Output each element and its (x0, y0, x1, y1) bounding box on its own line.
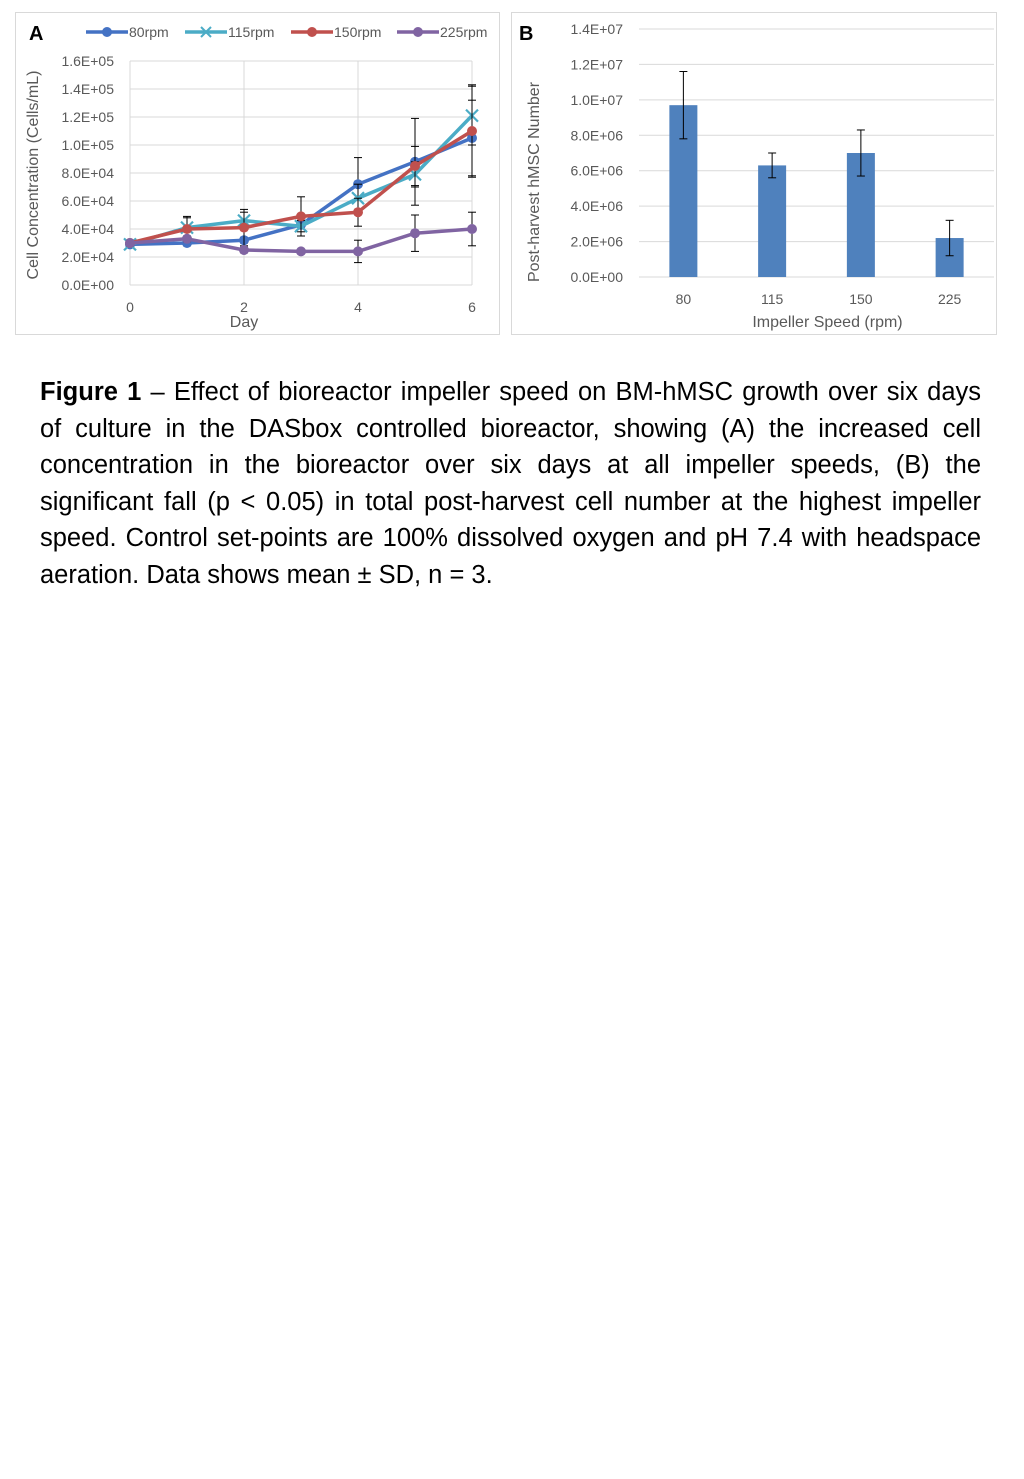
x-tick-label: 0 (126, 299, 134, 315)
y-tick-label: 1.2E+07 (570, 56, 623, 73)
panel-letter-a: A (29, 23, 44, 45)
data-point-150rpm (467, 126, 477, 136)
y-tick-label: 6.0E+06 (570, 162, 623, 179)
y-tick-label: 1.2E+05 (61, 109, 114, 125)
y-tick-label: 1.4E+07 (570, 21, 623, 37)
y-tick-label: 1.0E+05 (61, 137, 114, 153)
y-tick-label: 6.0E+04 (61, 193, 114, 209)
x-tick-label: 6 (468, 299, 476, 315)
y-tick-label: 0.0E+00 (570, 269, 623, 285)
y-axis-title: Post-harvest hMSC Number (526, 81, 543, 283)
data-point-225rpm (467, 224, 477, 234)
data-point-225rpm (410, 228, 420, 238)
data-point-225rpm (239, 245, 249, 255)
y-tick-label: 1.6E+05 (61, 53, 114, 69)
x-tick-label: 2 (240, 299, 248, 315)
data-point-225rpm (125, 238, 135, 248)
bar-115 (758, 165, 786, 277)
x-tick-label: 150 (849, 291, 873, 307)
y-tick-label: 8.0E+04 (61, 165, 114, 181)
y-tick-label: 8.0E+06 (570, 127, 623, 144)
x-axis-title: Impeller Speed (rpm) (752, 314, 903, 331)
x-tick-label: 115 (760, 291, 784, 307)
data-point-225rpm (353, 246, 363, 256)
y-tick-label: 1.4E+05 (61, 81, 114, 97)
caption-label: Figure 1 (40, 378, 142, 406)
figure-caption (40, 374, 981, 593)
legend-marker-150rpm (307, 27, 317, 37)
x-tick-label: 225 (937, 291, 962, 307)
data-point-225rpm (296, 246, 306, 256)
bar-chart-svg (512, 13, 996, 334)
data-point-150rpm (296, 211, 306, 221)
y-axis-title: Cell Concentration (Cells/mL) (25, 70, 42, 280)
legend-label: 225rpm (440, 24, 488, 40)
legend-label: 150rpm (334, 24, 382, 40)
line-chart-svg (16, 13, 499, 334)
legend-label: 80rpm (129, 24, 169, 40)
x-tick-label: 4 (354, 299, 362, 315)
data-point-150rpm (410, 161, 420, 171)
legend-marker-80rpm (102, 27, 112, 37)
y-tick-label: 2.0E+04 (61, 249, 114, 265)
panel-a-line-chart (15, 12, 500, 335)
y-tick-label: 2.0E+06 (570, 233, 623, 250)
x-tick-label: 80 (675, 291, 692, 307)
y-tick-label: 4.0E+04 (61, 221, 114, 237)
data-point-150rpm (182, 224, 192, 234)
legend-label: 115rpm (228, 24, 275, 40)
y-tick-label: 1.0E+07 (570, 91, 623, 108)
data-point-150rpm (353, 207, 363, 217)
x-axis-title: Day (229, 314, 259, 331)
y-tick-label: 0.0E+00 (61, 277, 114, 293)
data-point-225rpm (182, 234, 192, 244)
panel-b-bar-chart (511, 12, 997, 335)
caption-text: – Effect of bioreactor impeller speed on BM-hMSC growth over six days of culture in the DASbox controlled bioreactor, showing (A) the increased cell concentration in the bioreactor over six days at all impeller speeds, (B) the significant fall (p < 0.05) in total post-harvest cell number at the highest impeller speed. Control set-points are 100% dissolved oxygen and pH 7.4 with headspace aeration. Data shows mean ± SD, n = 3. (40, 378, 982, 589)
data-point-150rpm (239, 223, 249, 233)
y-tick-label: 4.0E+06 (570, 198, 623, 215)
panel-letter-b: B (519, 23, 534, 45)
legend-marker-225rpm (413, 27, 423, 37)
